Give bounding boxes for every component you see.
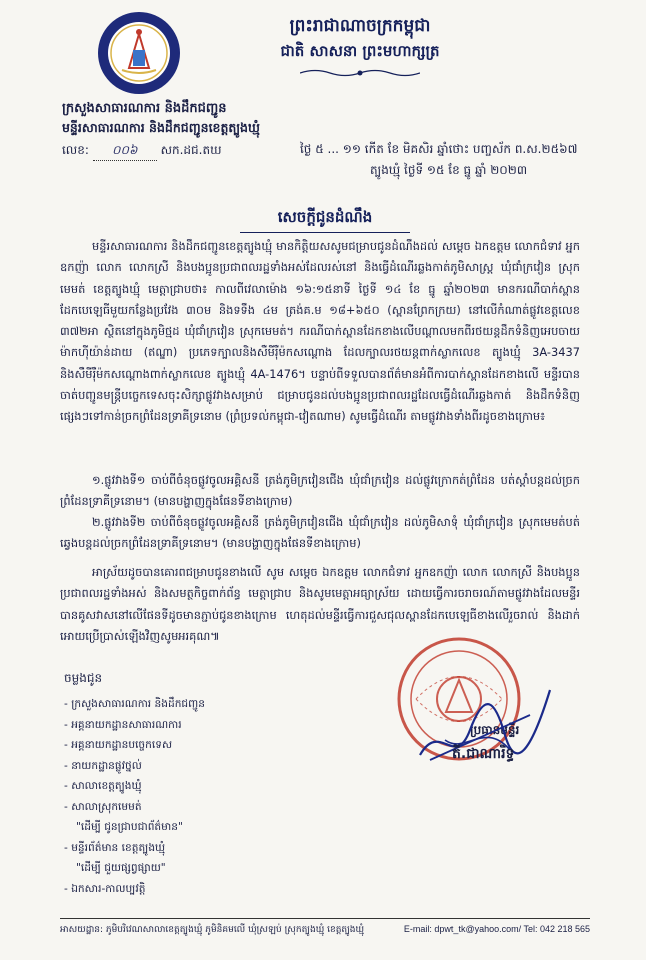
ornament-divider-icon — [300, 68, 420, 78]
cc-item: - ឯកសារ-កាលប្បវត្តិ — [64, 882, 146, 895]
cc-title: ចម្លងជូន — [64, 671, 103, 685]
cc-item: - សាលាស្រុកមេមត់ — [64, 800, 142, 813]
cc-item: "ដើម្បី ជូនជ្រាបជាព័ត៌មាន" — [76, 821, 183, 833]
footer-divider — [60, 918, 590, 919]
national-motto: ជាតិ សាសនា ព្រះមហាក្សត្រ — [280, 42, 440, 60]
detour-route-2: ២.ផ្លូវវាងទី២ ចាប់ពីចំនុចផ្លូវចូលអគ្គិសនី ត្រង់ភូមិក្រវៀនជើង ឃុំជាំក្រវៀន ដល់ភូមិសាទុំ ឃុំជាំក្រវៀន ស្រុកមេមត់បត់ឆ្វេងបន្តដល់ច្រកព្រំដែនទ្រាគីទ្រនោម។ (មានបង្ហាញក្នុងផែនទីខាងក្រោម) — [60, 515, 580, 551]
cc-item: - ក្រសួងសាធារណការ និងដឹកជញ្ជូន — [64, 698, 205, 710]
body-paragraph-1: មន្ទីរសាធារណការ និងដឹកជញ្ជូនខេត្តត្បូងឃ្មុំ មានកិត្តិយសសូមជម្រាបជូនដំណឹងដល់ សម្ដេច ឯកឧត្តម លោកជំទាវ អ្នកឧកញ៉ា លោក លោកស្រី និងបងប្អូនប្រជាពលរដ្ឋទាំងអស់ដែលរស់នៅ និងធ្វើដំណើរឆ្លងកាត់ភូមិសាស្ត្រ ឃុំជាំក្រវៀន ស្រុកមេមត់ ខេត្តត្បូងឃ្មុំ មេត្តាជ្រាបថា៖ កាលពីវេលាម៉ោង ១៦:១៥នាទី ថ្ងៃទី ១៤ ខែ ធ្នូ ឆ្នាំ២០២៣ មានករណីបាក់ស្ពានដែកបេឡេធីមួយកន្លែងប្រវែង ៣០ម និងទទឹង ៤ម ត្រង់គ.ម ១៨+៦៥០ (ស្ពានព្រែកក្រយ) នៅលើកំណាត់ផ្លូវខេត្តលេខ ៣៧២អា ស្ថិតនៅក្នុងភូមិថ្មដ ឃុំជាំក្រវៀន ស្រុកមេមត់។ ករណីបាក់ស្ពានដែកខាងលើបណ្ដាលមកពីរថយន្តដឹកទំនិញអេបចាយម៉ាកហ៊ីយ៉ាន់ដាយ (ឥណ្ឌា) ប្រភេទក្បាលនិងសឺមីរ៉ឺម៉កសណ្ដោង ដែលក្បាលរថយន្តពាក់ស្លាកលេខ ត្បូងឃ្មុំ 3A-3437 និងសឺមីរ៉ឺម៉កសណ្ដោងពាក់ស្លាកលេខ ត្បូងឃ្មុំ 4A-1476។ បន្ទាប់ពីទទួលបានព័ត៌មានអំពីការបាក់ស្ពានដែកខាងលើ មន្ទីរបានចាត់បញ្ជូនមន្ត្រីបច្ចេកទេសចុះសិក្សាផ្លូវវាងសម្រាប់ ជម្រាបជូនដល់បងប្អូនប្រជាពលរដ្ឋដែលធ្វើដំណើរឆ្លងកាត់ និងដឹកទំនិញផ្សេងៗទៅកាន់ច្រកព្រំដែនទ្រាគីទ្រនោម (ព្រំប្រទល់កម្ពុជា-វៀតណាម) សូមធ្វើដំណើរ តាមផ្លូវវាងទាំងពីរដូចខាងក្រោម៖ — [60, 239, 580, 424]
cc-item: - នាយកដ្ឋានផ្លូវថ្នល់ — [64, 759, 142, 772]
cc-item: - សាលាខេត្តត្បូងឃ្មុំ — [64, 780, 142, 792]
ministry-name: ក្រសួងសាធារណការ និងដឹកជញ្ជូន — [62, 101, 227, 116]
detour-route-1: ១.ផ្លូវវាងទី១ ចាប់ពីចំនុចផ្លូវចូលអគ្គិសនី ត្រង់ភូមិក្រវៀនជើង ឃុំជាំក្រវៀន ដល់ផ្លូវក្រោកត់ព្រំដែន បត់ស្ដាំបន្តដល់ច្រកព្រំដែនទ្រាគីទ្រនោម។ (មានបង្ហាញក្នុងផែនទីខាងក្រោម) — [60, 473, 580, 509]
ref-number: ០០៦ — [93, 142, 157, 161]
cc-item: - អគ្គនាយកដ្ឋានសាធារណការ — [64, 718, 182, 731]
ref-prefix: លេខ: — [62, 143, 89, 157]
cc-item: - អគ្គនាយកដ្ឋានបច្ចេកទេស — [64, 739, 173, 751]
cc-item: - មន្ទីរព័ត៌មាន ខេត្តត្បូងឃ្មុំ — [64, 841, 166, 854]
lunar-date: ថ្ងៃ ៥ ... ១១ កើត ខែ មិគសិរ ឆ្នាំថោះ បញ្ចស័ក ព.ស.២៥៦៧ — [300, 142, 578, 156]
reference-number — [62, 142, 222, 161]
kingdom-heading: ព្រះរាជាណាចក្រកម្ពុជា — [289, 16, 431, 36]
ministry-logo-icon — [96, 10, 182, 96]
signatory-name: តី.ជាណារិទ្ធ — [452, 746, 515, 762]
cc-list — [64, 694, 205, 899]
footer-contact: E-mail: dpwt_tk@yahoo.com/ Tel: 042 218 565 — [403, 924, 590, 934]
cc-item: "ដើម្បី ជួយផ្សព្វផ្សាយ" — [76, 862, 166, 874]
ref-suffix: សក.ដជ.តឃ — [160, 143, 222, 157]
signatory-title: ប្រធានមន្ទីរ — [470, 723, 520, 737]
solar-date: ត្បូងឃ្មុំ ថ្ងៃទី ១៥ ខែ ធ្នូ ឆ្នាំ ២០២៣ — [370, 163, 528, 177]
department-name: មន្ទីរសាធារណការ និងដឹកជញ្ជូនខេត្តត្បូងឃ្មុំ — [62, 120, 260, 135]
footer-address: អាសយដ្ឋាន: ភូមិបរិវេណសាលាខេត្តត្បូងឃ្មុំ ភូមិនិគមលើ ឃុំស្រឡប់ ស្រុកត្បូងឃ្មុំ ខេត្តត្បូងឃ្មុំ — [60, 925, 365, 935]
closing-paragraph: អាស្រ័យដូចបានគោរពជម្រាបជូនខាងលើ សូម សម្ដេច ឯកឧត្តម លោកជំទាវ អ្នកឧកញ៉ា លោក លោកស្រី និងបងប្អូនប្រជាពលរដ្ឋទាំងអស់ និងសមត្ថកិច្ចពាក់ព័ន្ធ មេត្តាជ្រាប និងសូមមេត្តាអធ្យាស្រ័យ ដោយធ្វើការចរាចរណ៍តាមផ្លូវវាងដែលមន្ទីរបានគូសវាសនៅលើផែនទីដូចមានភ្ជាប់ជូនខាងក្រោម ហេតុដល់មន្ទីរធ្វើការជួសជុលស្ពានដែកបេឡេធីខាងលើរួចរាល់ និងដាក់អោយប្រើប្រាស់ឡើងវិញសូមអរគុណ៕ — [60, 565, 580, 643]
document-title: សេចក្ដីជូនដំណឹង — [240, 208, 410, 233]
